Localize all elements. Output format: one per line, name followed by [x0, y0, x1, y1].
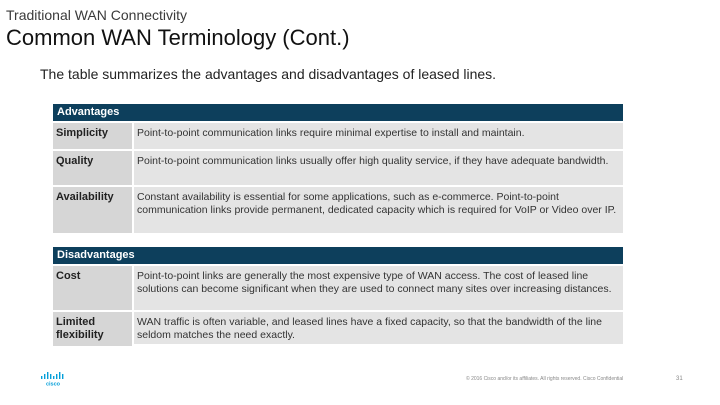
table-row [53, 266, 623, 310]
row-description: Point-to-point links are generally the most expensive type of WAN access. The cost of leased line solutions can become significant when they are used to connect many sites over increasing distances. [134, 266, 623, 310]
row-label: Cost [53, 266, 132, 310]
row-label: Limited flexibility [53, 312, 132, 346]
row-description: WAN traffic is often variable, and leased lines have a fixed capacity, so that the bandwidth of the line seldom matches the need exactly. [134, 312, 623, 344]
row-label: Simplicity [53, 123, 132, 149]
copyright-text: © 2016 Cisco and/or its affiliates. All rights reserved. Cisco Confidential [466, 376, 624, 382]
table-row [53, 123, 623, 149]
row-description: Point-to-point communication links usually offer high quality service, if they have adequate bandwidth. [134, 151, 623, 185]
disadvantages-header: Disadvantages [53, 247, 623, 264]
intro-text: The table summarizes the advantages and disadvantages of leased lines. [40, 66, 497, 82]
row-description: Point-to-point communication links require minimal expertise to install and maintain. [134, 123, 623, 149]
row-label: Quality [53, 151, 132, 185]
table-row [53, 312, 623, 346]
advantages-table [53, 104, 623, 233]
disadvantages-table [53, 247, 623, 346]
table-row [53, 151, 623, 185]
section-subtitle: Traditional WAN Connectivity [6, 7, 188, 23]
advantages-header: Advantages [53, 104, 623, 121]
page-number: 31 [676, 376, 683, 382]
row-label: Availability [53, 187, 132, 233]
cisco-logo [40, 372, 66, 391]
row-description: Constant availability is essential for some applications, such as e-commerce. Point-to-point communication links provide permanent, dedicated capacity which is required for VoIP or Video over IP. [134, 187, 623, 233]
table-row [53, 187, 623, 233]
cisco-logo-icon [40, 372, 66, 386]
page-title: Common WAN Terminology (Cont.) [6, 25, 350, 50]
logo-wordmark: cisco [45, 381, 61, 386]
